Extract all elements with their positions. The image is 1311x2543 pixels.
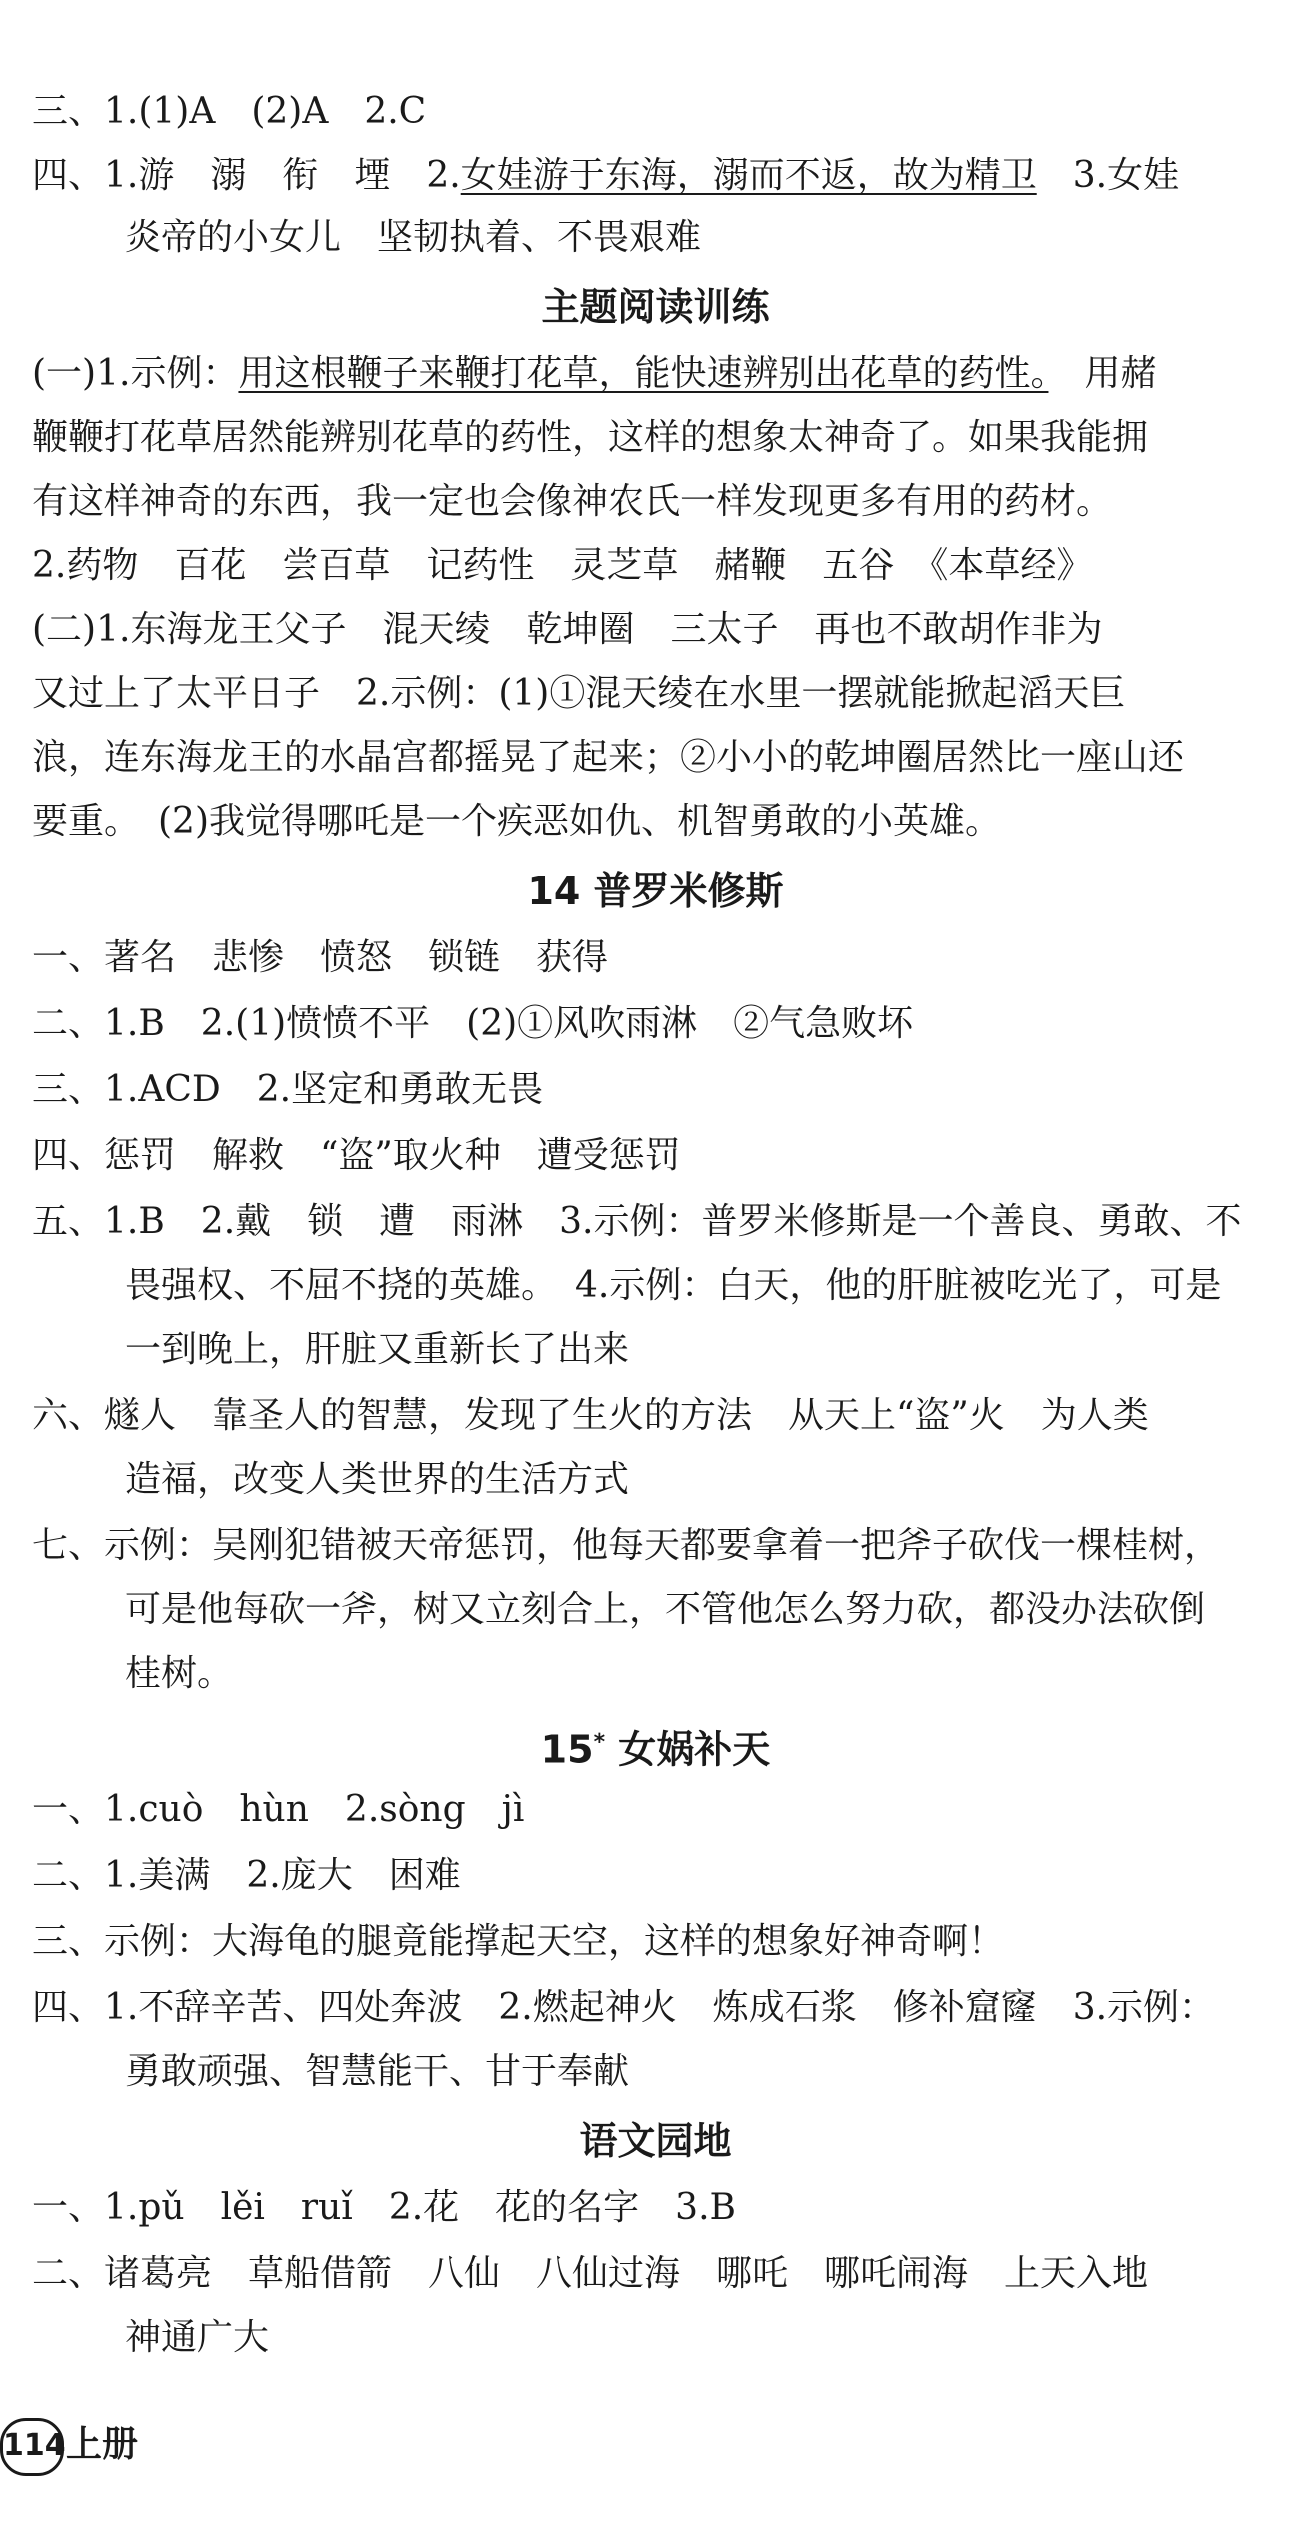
answer-line: (二)1.东海龙王父子 混天绫 乾坤圈 三太子 再也不敢胡作非为 [32, 609, 1103, 650]
lesson-mark: * [593, 1730, 606, 1755]
answer-line: 浪，连东海龙王的水晶宫都摇晃了起来；②小小的乾坤圈居然比一座山还 [32, 737, 1185, 778]
volume-label: 上册 [66, 2424, 139, 2465]
page-footer [0, 2412, 300, 2478]
answer-line: 二、1.美满 2.庞大 困难 [32, 1855, 461, 1896]
answer-line: 要重。 (2)我觉得哪吒是一个疾恶如仇、机智勇敢的小英雄。 [32, 801, 1001, 842]
answer-line: 畏强权、不屈不挠的英雄。 4.示例：白天，他的肝脏被吃光了，可是 [125, 1265, 1222, 1306]
answer-line: 五、1.B 2.戴 锁 遭 雨淋 3.示例：普罗米修斯是一个善良、勇敢、不 [32, 1201, 1242, 1242]
section-heading: 语文园地 [579, 2119, 732, 2163]
answer-line: 三、1.(1)A (2)A 2.C [32, 91, 427, 132]
answer-line: 六、燧人 靠圣人的智慧，发现了生火的方法 从天上“盗”火 为人类 [32, 1395, 1149, 1436]
lesson-heading: 14 普罗米修斯 [527, 869, 784, 913]
answer-line: 二、1.B 2.(1)愤愤不平 (2)①风吹雨淋 ②气急败坏 [32, 1003, 914, 1044]
answer-line: 三、示例：大海龟的腿竟能撑起天空，这样的想象好神奇啊！ [32, 1921, 1005, 1962]
answer-line: 一、著名 悲惨 愤怒 锁链 获得 [32, 937, 609, 978]
answer-line: 勇敢顽强、智慧能干、甘于奉献 [125, 2051, 630, 2092]
answer-line: 四、惩罚 解救 “盗”取火种 遭受惩罚 [32, 1135, 681, 1176]
answer-text: 3.女娃 [1036, 155, 1180, 196]
answer-line: 一到晚上，肝脏又重新长了出来 [125, 1329, 630, 1370]
answer-line: 可是他每砍一斧，树又立刻合上，不管他怎么努力砍，都没办法砍倒 [125, 1589, 1206, 1630]
answer-line: 神通广大 [125, 2317, 270, 2358]
answer-line: 又过上了太平日子 2.示例：(1)①混天绫在水里一摆就能掀起滔天巨 [32, 673, 1126, 714]
underlined-answer: 用这根鞭子来鞭打花草，能快速辨别出花草的药性。 [238, 353, 1049, 394]
answer-line [32, 152, 1282, 202]
answer-line: 一、1.pǔ lěi ruǐ 2.花 花的名字 3.B [32, 2187, 736, 2228]
underlined-answer: 女娃游于东海，溺而不返，故为精卫 [460, 155, 1037, 196]
answer-line: 桂树。 [125, 1653, 234, 1694]
lesson-heading [0, 1718, 1311, 1770]
answer-line [32, 350, 1282, 400]
lesson-number: 15 [540, 1727, 594, 1772]
answer-line: 炎帝的小女儿 坚韧执着、不畏艰难 [125, 217, 702, 258]
answer-text: 四、1.游 溺 衔 堙 2. [32, 155, 461, 196]
lesson-title: 女娲补天 [605, 1727, 771, 1772]
answer-line: 鞭鞭打花草居然能辨别花草的药性，这样的想象太神奇了。如果我能拥 [32, 417, 1149, 458]
answer-line: 一、1.cuò hùn 2.sòng jì [32, 1789, 525, 1830]
answer-text: (一)1.示例： [32, 353, 239, 394]
answer-text: 用赭 [1048, 353, 1157, 394]
page-number: 114 [0, 2418, 64, 2476]
answer-line: 三、1.ACD 2.坚定和勇敢无畏 [32, 1069, 544, 1110]
answer-line: 2.药物 百花 尝百草 记药性 灵芝草 赭鞭 五谷 《本草经》 [32, 545, 1093, 586]
answer-line: 四、1.不辞辛苦、四处奔波 2.燃起神火 炼成石浆 修补窟窿 3.示例： [32, 1987, 1216, 2028]
answer-line: 七、示例：吴刚犯错被天帝惩罚，他每天都要拿着一把斧子砍伐一棵桂树， [32, 1525, 1221, 1566]
answer-line: 有这样神奇的东西，我一定也会像神农氏一样发现更多有用的药材。 [32, 481, 1113, 522]
answer-line: 造福，改变人类世界的生活方式 [125, 1459, 630, 1500]
answer-line: 二、诸葛亮 草船借箭 八仙 八仙过海 哪吒 哪吒闹海 上天入地 [32, 2253, 1149, 2294]
section-heading: 主题阅读训练 [541, 285, 770, 329]
